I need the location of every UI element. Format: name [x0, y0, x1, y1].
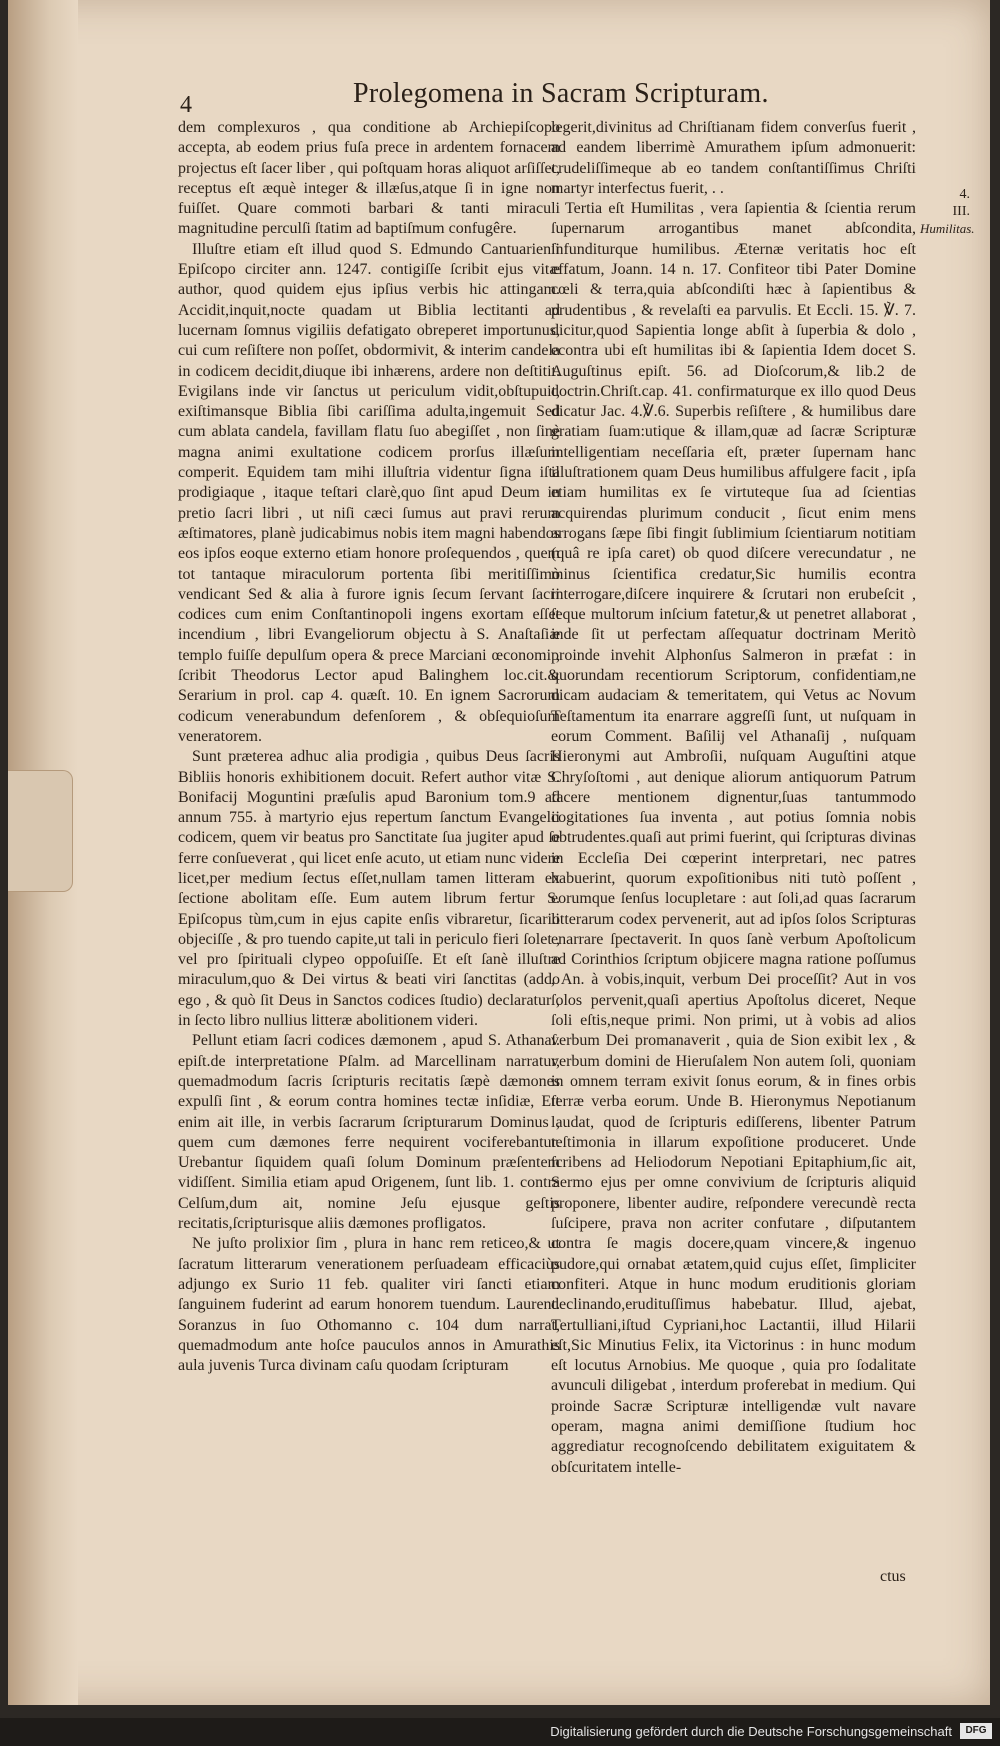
footer-credit: Digitalisierung gefördert durch die Deutsche Forschungsgemeinschaft: [550, 1724, 952, 1739]
paragraph: legerit,divinitus ad Chriſtianam fidem converſus fuerit , ad eandem liberrimè Amurathem ipſum admonuerit: crudeliſſimeque ab eo tandem conſtantiſſimus Chriſti martyr interfectus fuerit, . .: [551, 119, 916, 197]
margin-note: [920, 186, 975, 238]
paragraph: dem complexuros , qua conditione ab Archiepiſcopo accepta, ab eodem prius fuſa prece in ardentem fornacem projectus eſt ſacer liber , qui poſtquam horas aliquot arſiſſet, receptus eſt æquè integer & illæſus,atque ſi in igne non fuiſſet. Quare commoti barbari & tanti miraculi magnitudine perculſi ſtatim ad baptiſmum confugêre.: [178, 119, 560, 238]
margin-note-number: 4.: [959, 187, 970, 202]
paragraph: Pellunt etiam ſacri codices dæmonem , apud S. Athanaſ. epiſt.de interpretatione Pſalm. ad Marcellinam narratur, quemadmodum ſacris ſcripturis recitatis ſæpè dæmones expulſi ſint , & eorum contra homines tectæ inſidiæ, Eſt enim ait ille, in verbis ſacrarum ſcripturarum Dominus , quem cum dæmones ferre nequirent vociferebantur. Urebantur ſiquidem quaſi ſolum Dominum præſentem vidiſſent. Similia etiam apud Origenem, ſunt lib. 1. contra Celſum,dum ait, nomine Jeſu ejusque geſtis recitatis,ſcripturisque aliis dæmones profligatos.: [178, 1032, 560, 1233]
running-title: Prolegomena in Sacram Scripturam.: [353, 78, 769, 109]
paragraph: Illuſtre etiam eſt illud quod S. Edmundo Cantuarienſi Epiſcopo circiter ann. 1247. contigiſſe ſcribit ejus vitæ author, quod quidem ejus ipſius verbis hic attingam. Accidit,inquit,nocte quadam ut Biblia lectitanti ad lucernam ſomnus vigiliis defatigato obreperet importunus, cui cum reſiſtere non poſſet, obdormivit, & interim candela in codicem decidit,diuque ibi inhærens, ardere non deſtitit. Evigilans inde vir ſanctus ut periculum vidit,obſtupuit, exiſtimansque Biblia ſibi cariſſima adulta,ingemuit Sed cum ablata candela, favillam flatu ſuo abegiſſet , non ſinè magna animi exultatione codicem prorſus illæſum comperit. Equidem tam mihi illuſtria videntur ſigna iſta prodigiaque , itaque teſtari clarè,quo ſint apud Deum in pretio ſacri libri , ut niſi cæci ſumus aut pravi rerum æſtimatores, planè judicabimus nobis item magni habendos eos ipſos eoque externo etiam honore proſequendos , quem tot tantaque miraculorum portenta ſibi meritiſſimò vendicant Sed & alia à furore ignis ſecum ſervant ſacri codices cum enim Conſtantinopoli ingens exortam eſſet incendium , libri Evangeliorum objectu à S. Anaſtaſiæ templo fuiſſe depulſum opera & prece Marciani œconomi , ſcribit Theodorus Lector apud Balinghem loc.cit.& Serarium in prol. cap 4. quæſt. 10. En ignem Sacrorum codicum venerabundum defenſorem , & obſequioſum veneratorem.: [178, 240, 560, 745]
margin-note-word: Humilitas.: [920, 221, 975, 236]
catchword: ctus: [880, 1568, 906, 1585]
paragraph: Sunt præterea adhuc alia prodigia , quibus Deus ſacris Bibliis honoris exhibitionem docuit. Refert author vitæ S. Bonifacij Moguntini præſulis apud Baronium tom.9 ad annum 755. à martyrio ejus repertum ſanctum Evangelii codicem, quem vir beatus pro Sanctitate ſua jugiter apud ſe ferre conſueverat , qui licet enſe acuto, ut etiam nunc videre licet,per medium ſectus eſſet,nullam tamen litteram ex ſectione abolitam eſſe. Eum autem librum fertur S. Epiſcopus tùm,cum in ejus capite enſis vibraretur, ſicario objeciſſe , & pro tuendo capite,ut tali in periculo fieri ſolet , vel pro ſpirituali clypeo oppoſuiſſe. Et eſt ſanè illuſtre miraculum,quo & Dei virtus & beati viri ſanctitas (addo ego , & quò ſit Deus in Sanctos codices ſtudio) declaratur , in ſecto libro nullius litteræ abolitionem videri.: [178, 748, 560, 1030]
right-text-column: [551, 118, 916, 1478]
paragraph: Ne juſto prolixior ſim , plura in hanc rem reticeo,& ut ſacratum litterarum venerationem perſuadeam efficaciùs adjungo ex Surio 11 feb. qualiter viri ſancti etiam ſanguinem fuderint ad earum honorem tuendum. Laurent. Soranzus in ſuo Othomanno c. 104 dum narrat, quemadmodum ante hoſce pauculos annos in Amurathis aula juvenis Turca divinam caſu quodam ſcripturam: [178, 1235, 560, 1375]
book-page: [8, 0, 990, 1705]
paragraph: Tertia eſt Humilitas , vera ſapientia & ſcientia rerum ſupernarum arrogantibus manet abſcondita, infunditurque humilibus. Æternæ veritatis hoc eſt effatum, Joann. 14 n. 17. Confiteor tibi Pater Domine cœli & terra,quia abſcondiſti hæc à ſapientibus & prudentibus , & revelaſti ea parvulis. Et Eccli. 15. ℣. 7. dicitur,quod Sapientia longe abſit à ſuperbia & dolo , econtra ubi eſt humilitas ibi & ſapientia Idem docet S. Auguſtinus epiſt. 56. ad Dioſcorum,& lib.2 de doctrin.Chriſt.cap. 41. confirmaturque ex illo quod Deus dicatur Jac. 4.℣.6. Superbis reſiſtere , & humilibus dare gratiam ſuam:utique & illam,quæ ad ſacræ Scripturæ intelligentiam neceſſaria eſt, præter ſupernam hanc illuſtrationem quam Deus humilibus affulgere facit , ipſa etiam humilitas ex ſe virtuteque ſua ad ſcientias acquirendas plurimum conducit , ſicut enim mens arrogans ſæpe ſibi fingit ſublimium ſcientiarum notitiam (quâ re ipſa caret) ob quod diſcere verecundatur , ne minus ſcientifica credatur,Sic humilis econtra interrogare,diſcere inquirere & ſcrutari non erubeſcit , ſeque multorum inſcium fatetur,& ut penetret allaborat , inde ſit ut perfectam aſſequatur doctrinam Meritò proinde invehit Alphonſus Salmeron in præfat : in quorundam recentiorum Scriptorum, confidentiam,ne dicam audaciam & temeritatem, qui Vetus ac Novum Teſtamentum ita enarrare aggreſſi ſunt, ut nuſquam in eorum Comment. Baſilij vel Athanaſij , nuſquam Hieronymi aut Ambroſii, nuſquam Auguſtini atque Chryſoſtomi , aut denique aliorum antiquorum Patrum facere mentionem dignentur,ſuas tantummodo cogitationes ſua inventa , aut potius ſomnia nobis obtrudentes.quaſi aut primi fuerint, qui ſcripturas divinas in Eccleſia Dei cœperint interpretari, nec patres habuerint, quorum expoſitionibus niti tutò poſſent , eorumque ſenſus locupletare : aut ſoli,ad quas ſacrarum litterarum codex pervenerit, aut ad ipſos ſolos Scripturas enarrare ſpectaverit. In quos ſanè verbum Apoſtolicum ad Corinthios ſcriptum objicere magna ratione poſſumus , An. à vobis,inquit, verbum Dei proceſſit? Aut in vos ſolos pervenit,quaſi apertius Apoſtolus diceret, Neque ſoli eſtis,neque primi. Non primi, ut à vobis ad alios verbum Dei promanaverit , quia de Sion exibit lex , & verbum domini de Hieruſalem Non autem ſoli, quoniam in omnem terram exivit ſonus eorum, & in fines orbis terræ verba eorum. Unde B. Hieronymus Nepotianum laudat, quod de ſcripturis ediſſerens, libenter Patrum teſtimonia in illarum expoſitione produceret. Unde ſcribens ad Heliodorum Nepotiani Epitaphium,ſic ait, Sermo ejus per omne convivium de ſcripturis aliquid proponere, libenter audire, reſpondere verecundè recta ſuſcipere, prava non acriter confutare , diſputantem contra ſe magis docere,quam vincere,& ingenuo pudore,qui ornabat ætatem,quid cujus eſſet, ſimpliciter confiteri. Atque in hunc modum eruditionis gloriam declinando,erudituſſimus habebatur. Illud, ajebat, Tertulliani,iſtud Cypriani,hoc Lactantii, illud Hilarii eſt,Sic Minutius Felix, ita Victorinus : in hunc modum eſt locutus Arnobius. Me quoque , quia pro ſodalitate avunculi diligebat , interdum proferebat in medium. Qui proinde Sacræ Scripturæ intelligendæ vult navare operam, magna animi demiſſione ſtudium hoc aggrediatur recognoſcendo debilitatem exiguitatem & obſcuritatem intelle-: [551, 200, 916, 1476]
page-clip-tab: [8, 770, 73, 892]
footer-bar: [0, 1718, 1000, 1746]
dfg-logo: DFG: [960, 1723, 992, 1739]
margin-note-roman: III.: [952, 204, 970, 219]
left-text-column: [178, 118, 560, 1376]
page-number: 4: [180, 92, 192, 118]
